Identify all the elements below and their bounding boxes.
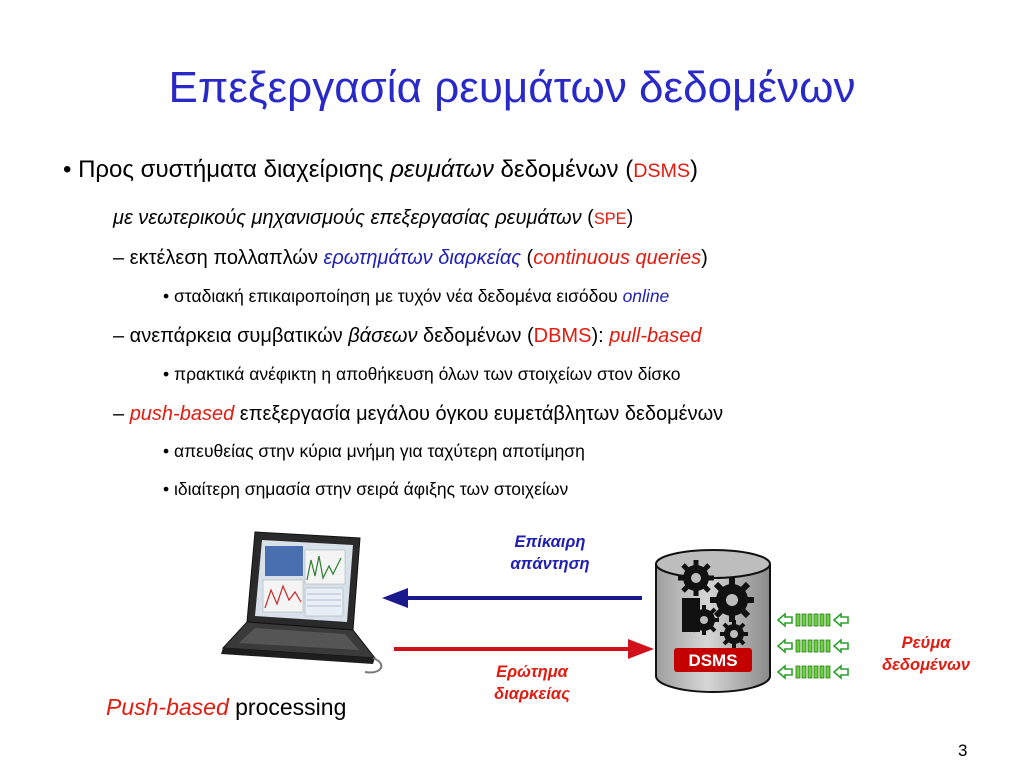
bullet-acronym: SPE (593, 210, 627, 228)
page-number: 3 (958, 741, 968, 760)
stream-label-line2: δεδομένων (881, 656, 971, 674)
bullet-text: ): (591, 325, 610, 347)
query-label (452, 661, 612, 705)
query-label-line1: Ερώτημα (496, 663, 568, 681)
answer-arrow (380, 585, 645, 613)
bullet-emphasis: online (622, 286, 670, 306)
bullet-text: • απευθείας στην κύρια μνήμη για ταχύτερη αποτίμηση (163, 441, 585, 461)
bullet-emphasis: ερωτημάτων διαρκείας (323, 247, 521, 269)
bullet-push-based (113, 401, 723, 427)
dsms-label: DSMS (688, 651, 738, 670)
answer-label-line2: απάντηση (510, 555, 590, 573)
data-packet-icon (778, 614, 848, 626)
database-cylinder-icon (652, 548, 774, 696)
query-arrow (392, 636, 657, 664)
bullet-text: • Προς συστήματα διαχείρισης (63, 156, 391, 183)
bullet-text: ( (581, 207, 594, 229)
bullet-emphasis: continuous queries (533, 247, 702, 269)
bullet-text: ) (701, 247, 708, 269)
bullet-main-memory (163, 439, 585, 463)
bullet-text: • πρακτικά ανέφικτη η αποθήκευση όλων των στοιχείων στον δίσκο (163, 364, 681, 384)
bullet-spe (113, 205, 633, 232)
bullet-dsms (63, 155, 698, 186)
stream-label-line1: Ρεύμα (901, 634, 951, 652)
bullet-emphasis: push-based (129, 403, 235, 425)
bullet-dbms (113, 323, 702, 349)
slide-title: Επεξεργασία ρευμάτων δεδομένων (168, 63, 856, 112)
bullet-text: ( (521, 247, 534, 269)
answer-label (470, 531, 630, 575)
data-packet-icon (778, 666, 848, 678)
bullet-emphasis: βάσεων (348, 325, 418, 347)
bullet-text: – ανεπάρκεια συμβατικών (113, 325, 349, 347)
bullet-acronym: DBMS (533, 325, 592, 347)
query-label-line2: διαρκείας (494, 685, 570, 703)
bullet-emphasis: pull-based (609, 325, 702, 347)
bullet-text: – εκτέλεση πολλαπλών (113, 247, 324, 269)
bullet-text: επεξεργασία μεγάλου όγκου ευμετάβλητων δεδομένων (234, 403, 724, 425)
push-based-caption (106, 693, 346, 721)
bullet-incremental-update (163, 284, 669, 308)
data-packet-icon (778, 640, 848, 652)
bullet-continuous-queries (113, 245, 708, 271)
bullet-emphasis: με νεωτερικούς μηχανισμούς επεξεργασίας ρευμάτων (113, 207, 582, 229)
bullet-disk-storage (163, 362, 680, 386)
bullet-text: ) (690, 156, 699, 183)
bullet-acronym: DSMS (633, 160, 691, 182)
processing-text: processing (228, 694, 347, 720)
bullet-text: • ιδιαίτερη σημασία στην σειρά άφιξης των στοιχείων (163, 479, 569, 499)
bullet-arrival-order (163, 477, 568, 501)
push-based-text: Push-based (106, 694, 229, 720)
answer-label-line1: Επίκαιρη (514, 533, 586, 551)
bullet-text: ) (626, 207, 634, 229)
bullet-text: δεδομένων ( (493, 156, 634, 183)
bullet-text: • σταδιακή επικαιροποίηση με τυχόν νέα δεδομένα εισόδου (163, 286, 623, 306)
bullet-emphasis: ρευμάτων (390, 156, 494, 183)
stream-label (856, 632, 996, 676)
data-stream-packets (776, 612, 850, 688)
laptop-icon (205, 530, 385, 680)
bullet-text: δεδομένων ( (417, 325, 534, 347)
bullet-text: – (113, 403, 130, 425)
